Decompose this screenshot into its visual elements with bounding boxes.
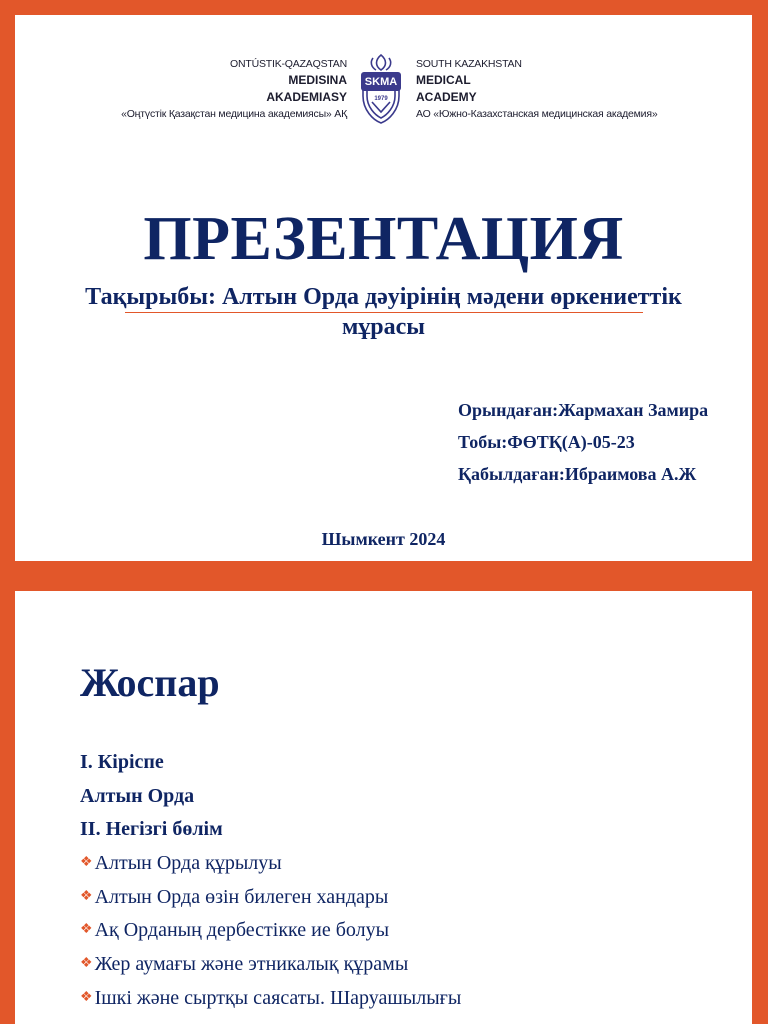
plan-item-text: Алтын Орда құрылуы xyxy=(94,852,282,875)
header-left-line: AKADEMIASY xyxy=(266,90,347,104)
plan-item xyxy=(80,883,720,917)
header-right-line: SOUTH KAZAKHSTAN xyxy=(416,58,522,70)
diamond-bullet-icon: ❖ xyxy=(80,922,93,938)
header-left-text xyxy=(15,56,347,122)
title-slide xyxy=(15,15,752,561)
logo-year: 1979 xyxy=(374,96,388,102)
presentation-title: ПРЕЗЕНТАЦИЯ xyxy=(143,205,624,273)
header-left-line: «Оңтүстік Қазақстан медицина академиясы» АҚ xyxy=(121,108,347,120)
plan-item xyxy=(80,782,720,816)
plan-item-text: I. Кіріспе xyxy=(80,751,164,773)
plan-item-text: Алтын Орда өзін билеген хандары xyxy=(94,885,389,908)
plan-slide xyxy=(15,591,752,1024)
plan-title: Жоспар xyxy=(80,660,220,705)
plan-item-text: Жер аумағы және этникалық құрамы xyxy=(94,953,409,976)
subtitle-underline xyxy=(125,312,643,313)
plan-item-text: Ішкі және сыртқы саясаты. Шаруашылығы xyxy=(94,986,462,1009)
diamond-bullet-icon: ❖ xyxy=(80,855,93,871)
plan-item xyxy=(80,815,720,849)
logo-text: SKMA xyxy=(364,76,398,88)
header-right-text xyxy=(416,56,746,122)
diamond-bullet-icon: ❖ xyxy=(80,956,93,972)
header-left-line: ONTÚSTIK-QAZAQSTAN xyxy=(230,58,347,70)
plan-item-text: Алтын Орда xyxy=(80,784,195,807)
header-right-line: MEDICAL xyxy=(416,73,471,87)
academy-logo xyxy=(357,52,405,126)
author-info xyxy=(458,397,708,493)
header-right-line: АО «Южно-Казахстанская медицинская академия» xyxy=(416,108,658,120)
plan-item xyxy=(80,849,720,883)
city-year: Шымкент 2024 xyxy=(321,529,446,549)
presentation-subtitle: Тақырыбы: Алтын Орда дәуірінің мәдени өркениеттік мұрасы xyxy=(85,284,682,340)
diamond-bullet-icon: ❖ xyxy=(80,888,93,904)
plan-item-text: II. Негізгі бөлім xyxy=(80,818,223,841)
plan-list xyxy=(80,748,720,1018)
author-line: Орындаған:Жармахан Замира xyxy=(458,400,709,420)
plan-item xyxy=(80,916,720,950)
header-left-line: MEDISINA xyxy=(288,73,347,87)
plan-item xyxy=(80,984,720,1018)
header-right-line: ACADEMY xyxy=(416,90,477,104)
plan-item-text: Ақ Орданың дербестікке ие болуы xyxy=(94,919,390,942)
plan-item xyxy=(80,748,720,782)
plan-item xyxy=(80,950,720,984)
reviewer-line: Қабылдаған:Ибраимова А.Ж xyxy=(458,464,697,484)
group-line: Тобы:ФӨТҚ(А)-05-23 xyxy=(458,432,635,452)
diamond-bullet-icon: ❖ xyxy=(80,989,93,1005)
